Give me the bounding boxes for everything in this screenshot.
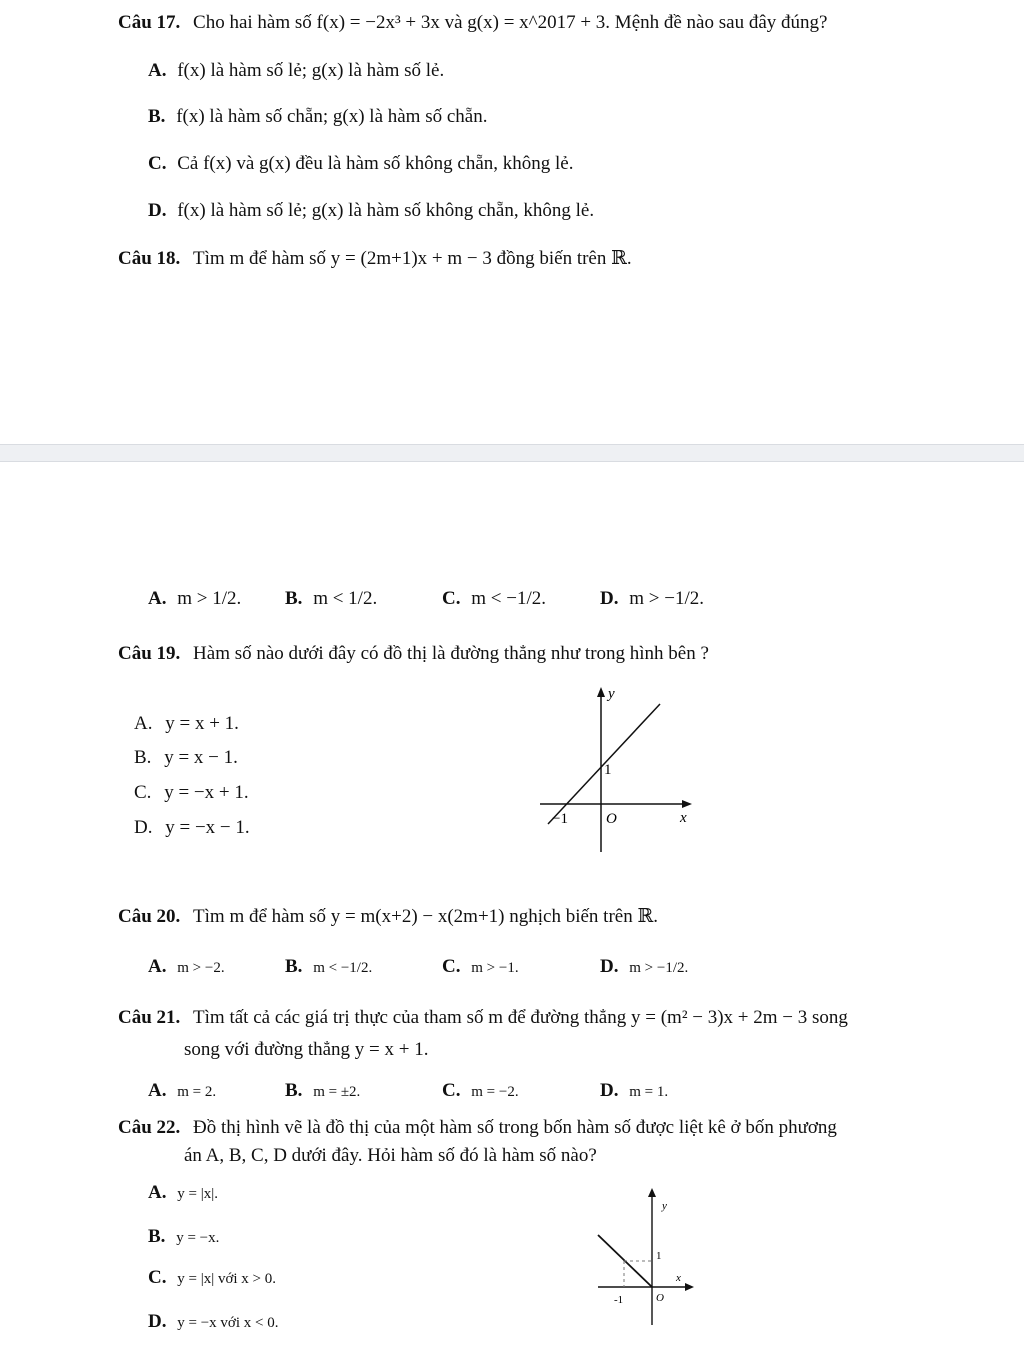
q20-option-b[interactable] xyxy=(285,956,372,978)
q21-option-b-label: B. xyxy=(285,1080,303,1101)
q19-option-b[interactable] xyxy=(134,747,238,769)
q21-option-c[interactable] xyxy=(442,1080,519,1102)
q22-y-label: y xyxy=(662,1200,667,1212)
q18-option-a[interactable] xyxy=(148,588,241,610)
q22-option-c-text: y = |x| với x > 0. xyxy=(177,1271,277,1287)
q19-option-b-label: B. xyxy=(134,747,152,768)
q20-option-d-label: D. xyxy=(600,956,619,977)
q19-x-label: x xyxy=(680,810,687,826)
q22-number: Câu 22. xyxy=(118,1117,181,1138)
q22-option-d-text: y = −x với x < 0. xyxy=(177,1315,279,1331)
q19-stem xyxy=(118,643,709,665)
q22-tick-y: 1 xyxy=(656,1250,662,1262)
q21-option-d[interactable] xyxy=(600,1080,668,1102)
q19-option-d-label: D. xyxy=(134,817,153,838)
q22-option-c[interactable] xyxy=(148,1267,276,1289)
q17-number: Câu 17. xyxy=(118,12,181,33)
q17-option-a-text: f(x) là hàm số lẻ; g(x) là hàm số lẻ. xyxy=(177,60,445,81)
q19-y-arrow xyxy=(597,687,605,697)
q22-tick-x: -1 xyxy=(614,1294,624,1306)
q19-text: Hàm số nào dưới đây có đồ thị là đường thẳng như trong hình bên ? xyxy=(193,643,709,664)
q20-option-d-text: m > −1/2. xyxy=(629,960,689,976)
q20-option-b-text: m < −1/2. xyxy=(313,960,373,976)
q20-number: Câu 20. xyxy=(118,906,181,927)
q20-option-a-text: m > −2. xyxy=(177,960,225,976)
q19-option-b-text: y = x − 1. xyxy=(164,747,238,768)
q19-number: Câu 19. xyxy=(118,643,181,664)
q22-option-c-label: C. xyxy=(148,1267,167,1288)
q19-tick-x: −1 xyxy=(552,811,568,827)
q17-stem xyxy=(118,12,827,34)
q19-option-d[interactable] xyxy=(134,817,250,839)
q18-option-c[interactable] xyxy=(442,588,546,610)
q21-option-a-text: m = 2. xyxy=(177,1084,217,1100)
q22-origin-label: O xyxy=(656,1292,664,1304)
q17-option-a[interactable] xyxy=(148,60,444,82)
q21-option-d-text: m = 1. xyxy=(629,1084,669,1100)
q20-option-a-label: A. xyxy=(148,956,167,977)
q21-stem xyxy=(118,1007,848,1029)
q20-stem xyxy=(118,905,658,928)
q22-y-arrow xyxy=(648,1188,656,1197)
q19-origin-label: O xyxy=(606,811,617,827)
q17-option-c[interactable] xyxy=(148,153,574,175)
q21-option-a-label: A. xyxy=(148,1080,167,1101)
q19-option-c-text: y = −x + 1. xyxy=(164,782,249,803)
q18-option-b[interactable] xyxy=(285,588,377,610)
q18-option-c-label: C. xyxy=(442,588,461,609)
q21-option-d-label: D. xyxy=(600,1080,619,1101)
q20-option-b-label: B. xyxy=(285,956,303,977)
q22-stem xyxy=(118,1117,837,1139)
q20-option-c-text: m > −1. xyxy=(471,960,519,976)
q18-option-a-label: A. xyxy=(148,588,167,609)
q22-option-b-text: y = −x. xyxy=(176,1230,220,1246)
q19-x-arrow xyxy=(682,800,692,808)
q18-number: Câu 18. xyxy=(118,248,181,269)
q21-text-line1: Tìm tất cả các giá trị thực của tham số m để đường thẳng y = (m² − 3)x + 2m − 3 song xyxy=(193,1007,848,1028)
q17-option-a-label: A. xyxy=(148,60,167,81)
q18-option-c-text: m < −1/2. xyxy=(471,588,546,609)
q22-graph xyxy=(590,1185,700,1330)
q22-x-arrow xyxy=(685,1283,694,1291)
q22-option-a-text: y = |x|. xyxy=(177,1186,218,1202)
q22-option-a-label: A. xyxy=(148,1182,167,1203)
q20-option-d[interactable] xyxy=(600,956,688,978)
q18-option-d-text: m > −1/2. xyxy=(629,588,704,609)
q18-option-b-label: B. xyxy=(285,588,303,609)
q17-text: Cho hai hàm số f(x) = −2x³ + 3x và g(x) = x^2017 + 3. Mệnh đề nào sau đây đúng? xyxy=(193,12,828,33)
q22-option-b[interactable] xyxy=(148,1226,219,1248)
q19-tick-y: 1 xyxy=(604,762,612,778)
q17-option-b[interactable] xyxy=(148,106,487,128)
q19-option-c-label: C. xyxy=(134,782,152,803)
q18-option-a-text: m > 1/2. xyxy=(177,588,242,609)
q19-option-a-label: A. xyxy=(134,713,153,734)
q20-option-c[interactable] xyxy=(442,956,519,978)
q17-option-c-text: Cả f(x) và g(x) đều là hàm số không chẵn, không lẻ. xyxy=(177,153,574,174)
q18-text: Tìm m để hàm số y = (2m+1)x + m − 3 đồng biến trên ℝ. xyxy=(193,248,632,269)
q17-option-b-label: B. xyxy=(148,106,166,127)
q19-option-c[interactable] xyxy=(134,782,249,804)
q17-option-d-text: f(x) là hàm số lẻ; g(x) là hàm số không chẵn, không lẻ. xyxy=(177,200,595,221)
q20-option-a[interactable] xyxy=(148,956,225,978)
page-separator xyxy=(0,444,1024,462)
q21-option-c-text: m = −2. xyxy=(471,1084,519,1100)
q19-option-a[interactable] xyxy=(134,713,239,735)
q18-option-b-text: m < 1/2. xyxy=(313,588,378,609)
q21-option-b[interactable] xyxy=(285,1080,360,1102)
q20-option-c-label: C. xyxy=(442,956,461,977)
q22-option-d-label: D. xyxy=(148,1311,167,1332)
q22-option-b-label: B. xyxy=(148,1226,166,1247)
q21-option-b-text: m = ±2. xyxy=(313,1084,361,1100)
q18-option-d[interactable] xyxy=(600,588,704,610)
q21-option-a[interactable] xyxy=(148,1080,216,1102)
q22-stem-line2: án A, B, C, D dưới đây. Hỏi hàm số đó là hàm số nào? xyxy=(184,1145,597,1166)
q22-text-line1: Đồ thị hình vẽ là đồ thị của một hàm số trong bốn hàm số được liệt kê ở bốn phương xyxy=(193,1117,837,1138)
q22-option-a[interactable] xyxy=(148,1182,218,1204)
q17-option-b-text: f(x) là hàm số chẵn; g(x) là hàm số chẵn. xyxy=(176,106,488,127)
q21-option-c-label: C. xyxy=(442,1080,461,1101)
q19-graph xyxy=(520,682,700,857)
q17-option-d[interactable] xyxy=(148,200,594,222)
q19-option-a-text: y = x + 1. xyxy=(165,713,239,734)
q19-option-d-text: y = −x − 1. xyxy=(165,817,250,838)
q18-option-d-label: D. xyxy=(600,588,619,609)
q17-option-d-label: D. xyxy=(148,200,167,221)
q22-x-label: x xyxy=(676,1272,681,1284)
q21-stem-line2: song với đường thẳng y = x + 1. xyxy=(184,1039,429,1060)
q18-stem xyxy=(118,247,632,270)
q19-y-label: y xyxy=(608,686,615,702)
q20-text: Tìm m để hàm số y = m(x+2) − x(2m+1) nghịch biến trên ℝ. xyxy=(193,906,659,927)
q22-option-d[interactable] xyxy=(148,1311,278,1333)
q21-number: Câu 21. xyxy=(118,1007,181,1028)
q17-option-c-label: C. xyxy=(148,153,167,174)
